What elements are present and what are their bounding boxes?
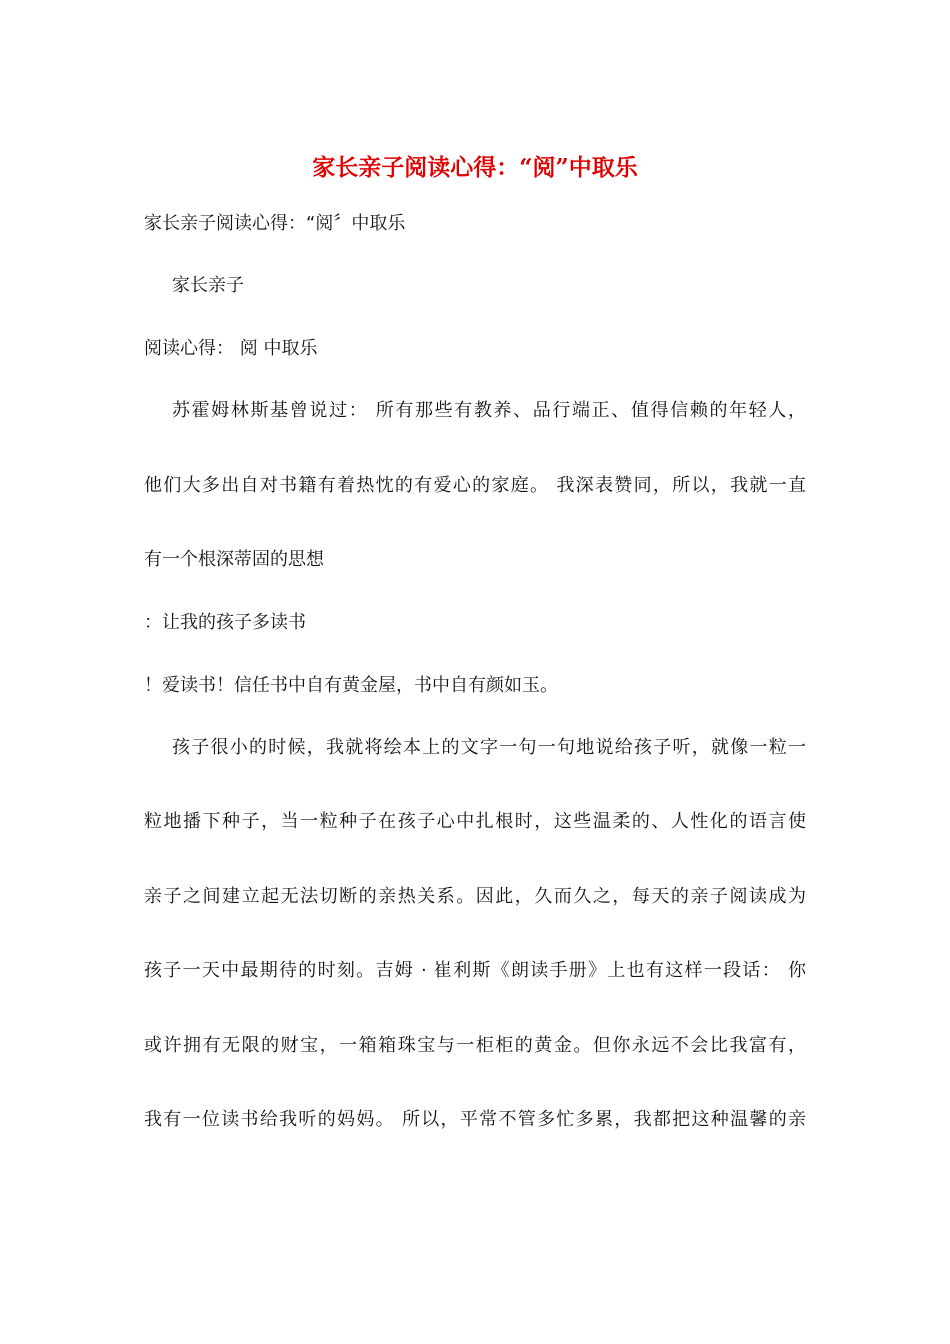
paragraph-line: 我有一位读书给我听的妈妈。 所以，平常不管多忙多累，我都把这种温馨的亲 — [144, 1109, 806, 1130]
paragraph-line: ：让我的孩子多读书 — [144, 612, 306, 633]
paragraph-line: ！爱读书！信任书中自有黄金屋，书中自有颜如玉。 — [144, 675, 558, 696]
text-line: 家长亲子 — [172, 275, 244, 296]
paragraph-line: 或许拥有无限的财宝，一箱箱珠宝与一柜柜的黄金。但你永远不会比我富有， — [144, 1035, 806, 1056]
paragraph-line: 孩子一天中最期待的时刻。吉姆 · 崔利斯《朗读手册》上也有这样一段话： 你 — [144, 960, 806, 981]
text-line: 家长亲子阅读心得：“阅〞中取乐 — [144, 213, 406, 234]
paragraph-line: 有一个根深蒂固的思想 — [144, 549, 324, 570]
paragraph-line: 他们大多出自对书籍有着热忱的有爱心的家庭。 我深表赞同，所以，我就一直 — [144, 475, 806, 496]
text-line: 阅读心得： 阅 中取乐 — [144, 338, 318, 359]
document-title: 家长亲子阅读心得：“阅”中取乐 — [312, 154, 638, 181]
paragraph-line: 孩子很小的时候，我就将绘本上的文字一句一句地说给孩子听，就像一粒一 — [172, 737, 806, 758]
paragraph-line: 粒地播下种子，当一粒种子在孩子心中扎根时，这些温柔的、人性化的语言使 — [144, 811, 806, 832]
paragraph-line: 亲子之间建立起无法切断的亲热关系。因此，久而久之，每天的亲子阅读成为 — [144, 886, 806, 907]
paragraph-line: 苏霍姆林斯基曾说过： 所有那些有教养、品行端正、值得信赖的年轻人， — [172, 400, 806, 421]
